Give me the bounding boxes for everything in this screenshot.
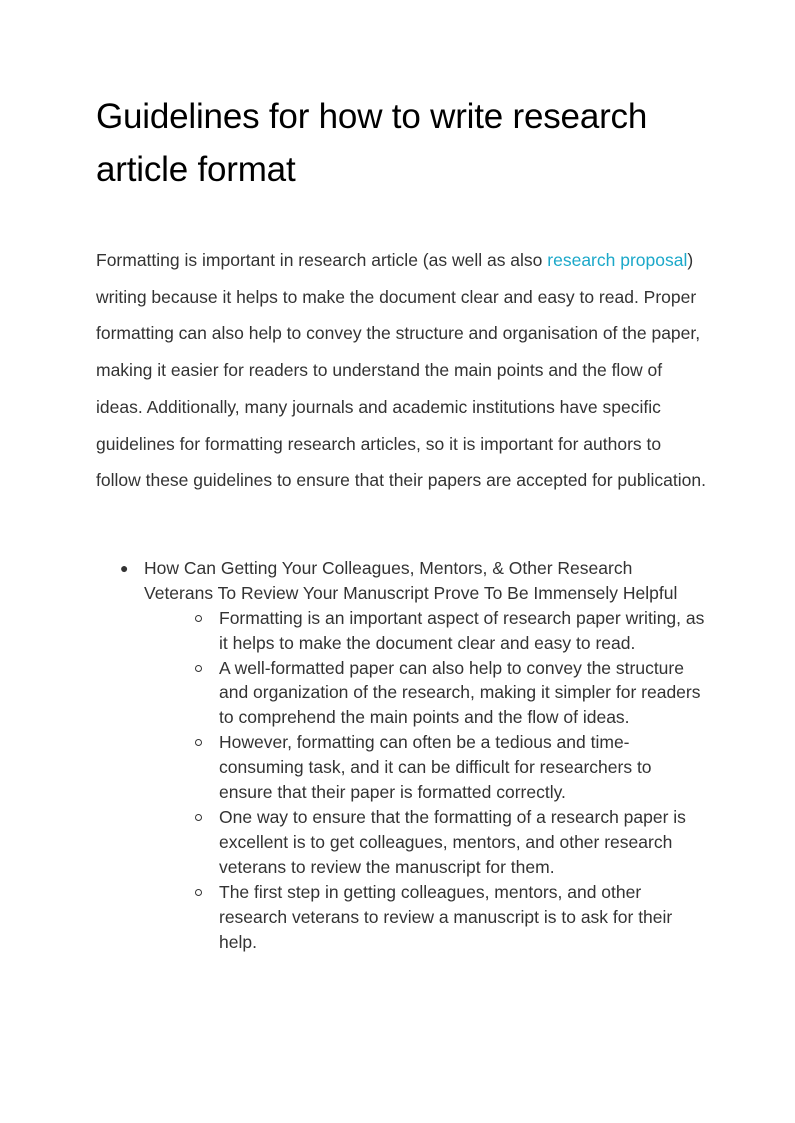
list-item-heading (96, 556, 706, 955)
bullet-list (96, 556, 706, 955)
list-heading-text: How Can Getting Your Colleagues, Mentors, & Other Research Veterans To Review Your Manuscript Prove To Be Immensely Helpful (144, 557, 678, 603)
intro-paragraph (96, 242, 706, 499)
list-item-text: Formatting is an important aspect of research paper writing, as it helps to make the document clear and easy to read. (219, 607, 705, 653)
bullet-circle-icon (195, 665, 202, 672)
list-item-text: One way to ensure that the formatting of a research paper is excellent is to get colleagues, mentors, and other research veterans to review the manuscript for them. (219, 806, 686, 877)
list-item (219, 880, 706, 955)
list-item-text: However, formatting can often be a tedious and time-consuming task, and it can be difficult for researchers to ensure that their paper is formatted correctly. (219, 732, 652, 803)
list-item (219, 805, 706, 880)
list-item (219, 656, 706, 731)
sub-bullet-list (144, 606, 706, 955)
bullet-circle-icon (195, 814, 202, 821)
research-proposal-link[interactable]: research proposal (547, 250, 688, 270)
list-item (219, 606, 706, 656)
intro-text-start: Formatting is important in research article (as well as also (96, 250, 548, 270)
list-item (219, 730, 706, 805)
list-item-text: A well-formatted paper can also help to convey the structure and organization of the research, making it simpler for readers to comprehend the main points and the flow of ideas. (219, 657, 701, 728)
list-item-text: The first step in getting colleagues, mentors, and other research veterans to review a manuscript is to ask for their help. (219, 881, 673, 952)
bullet-disc-icon: ● (120, 559, 129, 576)
bullet-circle-icon (195, 889, 202, 896)
page-title: Guidelines for how to write research article format (96, 97, 648, 189)
bullet-circle-icon (195, 739, 202, 746)
intro-text-end: ) writing because it helps to make the document clear and easy to read. Proper formatting can also help to convey the structure and organisation of the paper, making it easier for readers to understand the main points and the flow of ideas. Additionally, many journals and academic institutions have specific guidelines for formatting research articles, so it is important for authors to follow these guidelines to ensure that their papers are accepted for publication. (96, 250, 706, 491)
document-page (96, 90, 706, 954)
bullet-circle-icon (195, 615, 202, 622)
